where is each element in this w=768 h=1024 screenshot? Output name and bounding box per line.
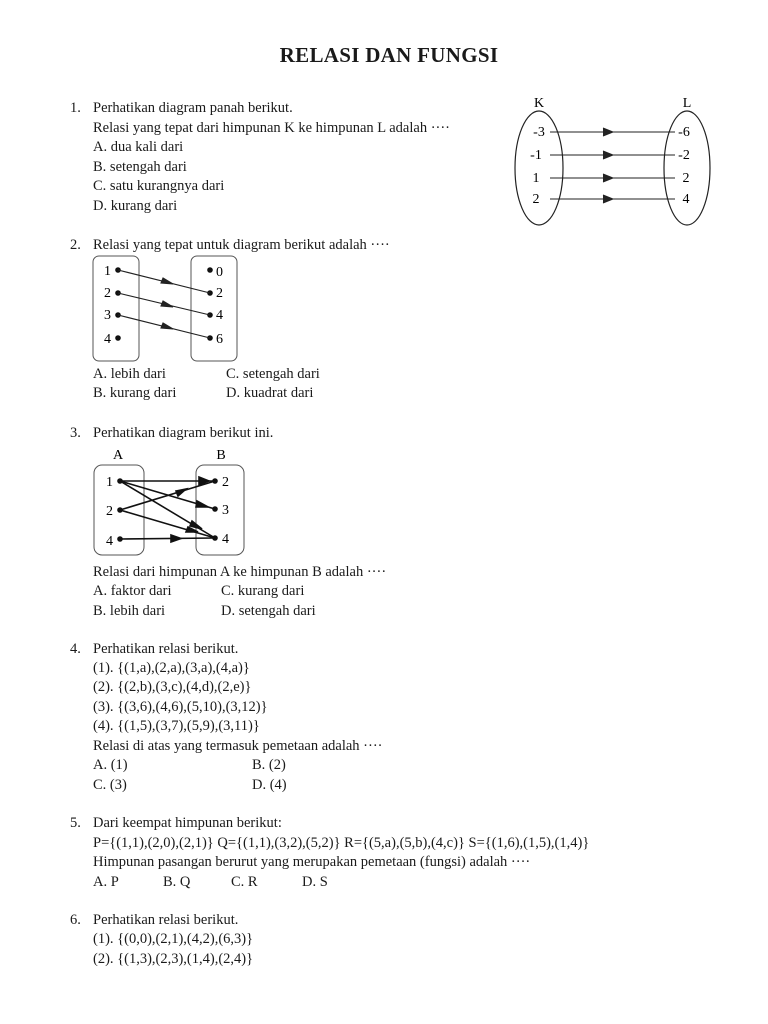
question-number: 1. bbox=[70, 100, 81, 116]
page-title: RELASI DAN FUNGSI bbox=[279, 43, 499, 67]
arrowhead bbox=[603, 151, 613, 159]
relation-item: (1). {(0,0),(2,1),(4,2),(6,3)} bbox=[93, 931, 254, 947]
option-d: D. kuadrat dari bbox=[226, 385, 314, 401]
arrowhead bbox=[603, 195, 613, 203]
arrowhead bbox=[161, 278, 173, 284]
relation-item: (3). {(3,6),(4,6),(5,10),(3,12)} bbox=[93, 699, 268, 715]
point-dot bbox=[207, 267, 213, 273]
option-b: B. setengah dari bbox=[93, 159, 187, 175]
arrowhead bbox=[171, 535, 181, 542]
arrowhead bbox=[196, 501, 208, 507]
option-c: C. R bbox=[231, 874, 258, 890]
option-a: A. dua kali dari bbox=[93, 139, 184, 155]
question-number: 3. bbox=[70, 425, 81, 441]
set-element: 3 bbox=[104, 308, 111, 323]
set-element: -3 bbox=[533, 125, 545, 140]
set-element: 4 bbox=[104, 332, 111, 347]
question-text: Relasi yang tepat untuk diagram berikut adalah ···· bbox=[93, 237, 390, 253]
set-label-b: B bbox=[216, 448, 226, 463]
arrow-diagram-q1 bbox=[505, 90, 725, 230]
set-element: -2 bbox=[678, 148, 690, 163]
question-text: Perhatikan diagram panah berikut. bbox=[93, 100, 293, 116]
question-number: 2. bbox=[70, 237, 81, 253]
set-element: -1 bbox=[530, 148, 542, 163]
option-d: D. kurang dari bbox=[93, 198, 178, 214]
relation-arrow bbox=[120, 538, 215, 539]
option-c: C. kurang dari bbox=[221, 583, 305, 599]
option-a: A. faktor dari bbox=[93, 583, 172, 599]
set-element: 4 bbox=[682, 192, 690, 207]
question-text: Himpunan pasangan berurut yang merupakan pemetaan (fungsi) adalah ···· bbox=[93, 854, 531, 870]
question-text: Relasi dari himpunan A ke himpunan B adalah ···· bbox=[93, 564, 387, 580]
arrowhead bbox=[161, 323, 173, 329]
option-b: B. kurang dari bbox=[93, 385, 177, 401]
set-element: 4 bbox=[106, 534, 113, 549]
point-dot bbox=[115, 335, 121, 341]
set-element: 3 bbox=[222, 503, 229, 518]
set-element: 2 bbox=[216, 286, 223, 301]
set-element: 1 bbox=[106, 475, 113, 490]
question-text: Relasi di atas yang termasuk pemetaan adalah ···· bbox=[93, 738, 383, 754]
option-d: D. S bbox=[302, 874, 328, 890]
question-number: 4. bbox=[70, 641, 81, 657]
relation-arrow bbox=[120, 510, 215, 538]
question-text: Dari keempat himpunan berikut: bbox=[93, 815, 282, 831]
set-element: -6 bbox=[678, 125, 690, 140]
option-c: C. satu kurangnya dari bbox=[93, 178, 225, 194]
option-a: A. lebih dari bbox=[93, 366, 166, 382]
set-definitions: P={(1,1),(2,0),(2,1)} Q={(1,1),(3,2),(5,2)} R={(5,a),(5,b),(4,c)} S={(1,6),(1,5),(1,4)} bbox=[93, 835, 590, 851]
set-element: 2 bbox=[104, 286, 111, 301]
question-text: Perhatikan diagram berikut ini. bbox=[93, 425, 274, 441]
set-label-k: K bbox=[533, 96, 545, 111]
set-element: 1 bbox=[532, 171, 540, 186]
set-element: 4 bbox=[216, 308, 223, 323]
relation-item: (4). {(1,5),(3,7),(5,9),(3,11)} bbox=[93, 718, 260, 734]
option-c: C. (3) bbox=[93, 777, 127, 793]
arrow-diagram-q3 bbox=[93, 443, 253, 563]
option-b: B. Q bbox=[163, 874, 191, 890]
set-label-a: A bbox=[112, 448, 124, 463]
option-c: C. setengah dari bbox=[226, 366, 320, 382]
set-element: 2 bbox=[682, 171, 690, 186]
option-d: D. setengah dari bbox=[221, 603, 316, 619]
set-element: 2 bbox=[222, 475, 229, 490]
option-a: A. P bbox=[93, 874, 119, 890]
arrowhead bbox=[176, 489, 186, 496]
set-right-box bbox=[191, 256, 237, 361]
set-element: 6 bbox=[216, 332, 223, 347]
question-number: 6. bbox=[70, 912, 81, 928]
option-b: B. lebih dari bbox=[93, 603, 166, 619]
option-a: A. (1) bbox=[93, 757, 128, 773]
set-element: 1 bbox=[104, 264, 111, 279]
arrow-diagram-q2 bbox=[93, 255, 243, 365]
relation-item: (1). {(1,a),(2,a),(3,a),(4,a)} bbox=[93, 660, 250, 676]
option-b: B. (2) bbox=[252, 757, 286, 773]
arrowhead bbox=[603, 174, 613, 182]
set-label-l: L bbox=[682, 96, 692, 111]
arrowhead bbox=[161, 301, 173, 307]
relation-item: (2). {(2,b),(3,c),(4,d),(2,e)} bbox=[93, 679, 252, 695]
arrowhead bbox=[603, 128, 613, 136]
question-text: Perhatikan relasi berikut. bbox=[93, 641, 239, 657]
question-text: Relasi yang tepat dari himpunan K ke himpunan L adalah ···· bbox=[93, 120, 451, 136]
option-d: D. (4) bbox=[252, 777, 287, 793]
set-element: 0 bbox=[216, 265, 223, 280]
set-element: 2 bbox=[106, 504, 113, 519]
relation-item: (2). {(1,3),(2,3),(1,4),(2,4)} bbox=[93, 951, 254, 967]
set-element: 4 bbox=[222, 532, 229, 547]
set-element: 2 bbox=[532, 192, 540, 207]
question-text: Perhatikan relasi berikut. bbox=[93, 912, 239, 928]
question-number: 5. bbox=[70, 815, 81, 831]
